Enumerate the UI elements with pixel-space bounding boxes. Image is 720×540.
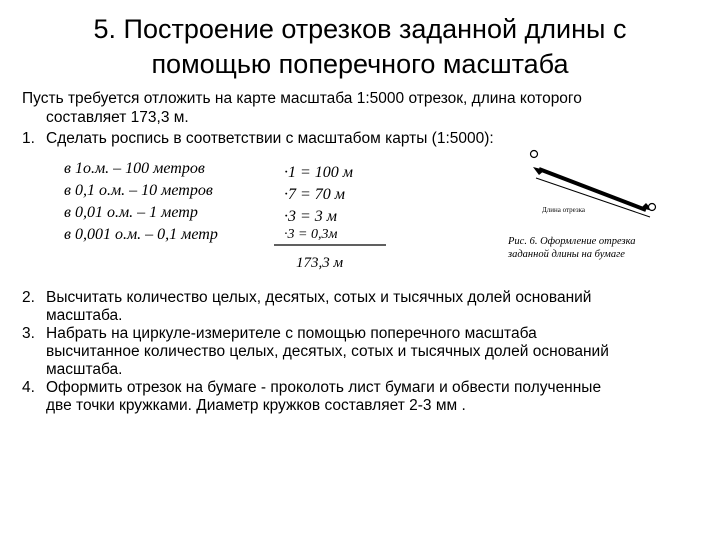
intro-line2: составляет 173,3 м. <box>46 109 189 126</box>
segment-line <box>539 169 646 210</box>
page-title-line1: 5. Построение отрезков заданной длины с <box>93 14 627 44</box>
step-2 <box>22 289 591 307</box>
step-2-line2: масштаба. <box>46 307 123 324</box>
calc-row-2: ·7 = 70 м <box>284 186 346 203</box>
step-1-text: Сделать роспись в соответствии с масштабом карты (1:5000): <box>46 130 494 147</box>
step-3-line3: масштаба. <box>46 361 123 378</box>
step-3-line1: Набрать на циркуле-измерителе с помощью поперечного масштаба <box>46 325 537 342</box>
step-2-line1: Высчитать количество целых, десятых, сотых и тысячных долей оснований <box>46 289 592 306</box>
point-circle-start <box>531 151 538 158</box>
step-2-number: 2. <box>22 289 35 306</box>
step-3 <box>22 325 537 343</box>
step-4 <box>22 379 601 397</box>
scale-rule-3: в 0,01 о.м. – 1 метр <box>64 204 198 221</box>
scale-rule-4: в 0,001 о.м. – 0,1 метр <box>64 226 218 243</box>
scale-rule-2: в 0,1 о.м. – 10 метров <box>64 182 213 199</box>
step-4-number: 4. <box>22 379 35 396</box>
calc-row-1: ·1 = 100 м <box>284 164 354 181</box>
calc-row-3: ·3 = 3 м <box>284 208 338 225</box>
step-1-number: 1. <box>22 130 35 147</box>
calc-total: 173,3 м <box>296 255 344 271</box>
step-3-number: 3. <box>22 325 35 342</box>
calc-row-4: ·3 = 0,3м <box>284 227 338 242</box>
page-title-line2: помощью поперечного масштаба <box>151 49 569 79</box>
segment-arrow-start <box>533 167 545 175</box>
scale-rule-1: в 1о.м. – 100 метров <box>64 160 205 177</box>
step-3-line2: высчитанное количество целых, десятых, сотых и тысячных долей оснований <box>46 343 609 360</box>
intro-line1: Пусть требуется отложить на карте масштаба 1:5000 отрезок, длина которого <box>22 90 582 107</box>
figure-caption: Рис. 6. Оформление отрезка заданной длины на бумаге <box>508 236 636 260</box>
step-4-line1: Оформить отрезок на бумаге - проколоть лист бумаги и обвести полученные <box>46 379 602 396</box>
step-4-line2: две точки кружками. Диаметр кружков составляет 2-3 мм . <box>46 397 466 414</box>
point-circle-end <box>649 204 656 211</box>
segment-label: Длина отрезка <box>542 206 586 214</box>
